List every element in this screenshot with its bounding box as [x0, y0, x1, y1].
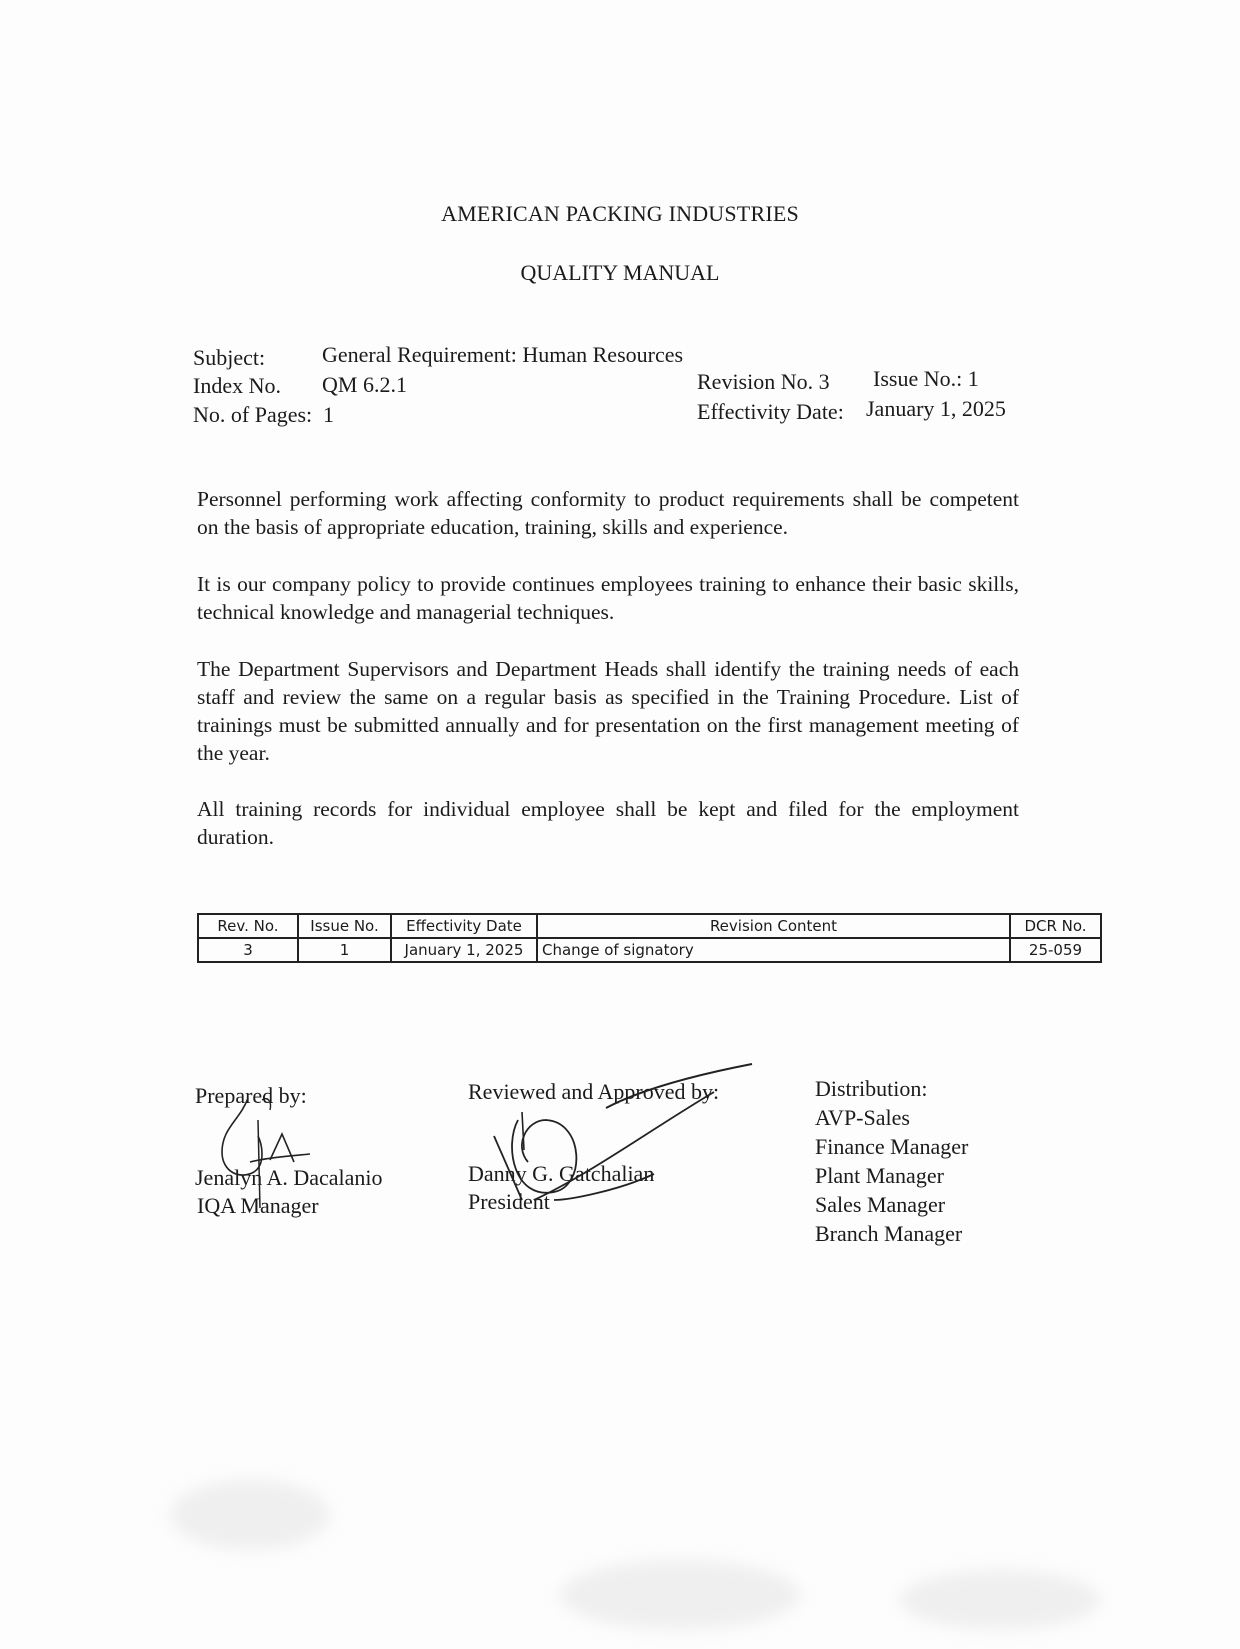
paragraph-training-policy: It is our company policy to provide continues employees training to enhance their basic skills, technical knowledge and managerial techniques.	[197, 572, 1019, 624]
subject-value: General Requirement: Human Resources	[322, 342, 684, 367]
distribution-item: Branch Manager	[815, 1221, 963, 1246]
pages-label: No. of Pages:	[193, 402, 313, 427]
scan-smudge	[900, 1570, 1100, 1630]
column-header: Rev. No.	[198, 914, 298, 938]
table-cell: January 1, 2025	[391, 938, 537, 962]
prepared-by-signature	[210, 1080, 330, 1230]
index-value: QM 6.2.1	[322, 372, 407, 397]
revision-table-header	[198, 914, 1101, 938]
distribution-item: Sales Manager	[815, 1192, 946, 1217]
column-header: Issue No.	[298, 914, 391, 938]
revision-table	[197, 913, 1102, 963]
effectivity-value: January 1, 2025	[866, 396, 1006, 421]
approved-by-title: President	[468, 1189, 550, 1214]
approved-by-label: Reviewed and Approved by:	[468, 1079, 720, 1104]
scan-smudge	[170, 1480, 330, 1550]
approved-by-name: Danny G. Gatchalian	[468, 1161, 655, 1186]
table-cell: 25-059	[1010, 938, 1101, 962]
distribution-label: Distribution:	[815, 1076, 928, 1101]
column-header: Revision Content	[537, 914, 1010, 938]
company-name: AMERICAN PACKING INDUSTRIES	[441, 201, 799, 226]
table-row	[198, 938, 1101, 962]
prepared-by-name: Jenalyn A. Dacalanio	[195, 1165, 383, 1190]
column-header: DCR No.	[1010, 914, 1101, 938]
table-cell: 1	[298, 938, 391, 962]
distribution-item: AVP-Sales	[815, 1105, 910, 1130]
index-label: Index No.	[193, 373, 281, 398]
pages-value: 1	[323, 402, 334, 427]
table-cell: Change of signatory	[537, 938, 1010, 962]
paragraph-competence: Personnel performing work affecting conformity to product requirements shall be competent on the basis of appropriate education, training, skills and experience.	[197, 487, 1019, 539]
approved-by-signature	[470, 1050, 760, 1240]
issue-number: Issue No.: 1	[873, 366, 979, 391]
paragraph-training-needs: The Department Supervisors and Department Heads shall identify the training needs of each staff and review the same on a regular basis as specified in the Training Procedure. List of trainings must be submitted annually and for presentation on the first management meeting of the year.	[197, 657, 1019, 765]
distribution-item: Plant Manager	[815, 1163, 944, 1188]
manual-title: QUALITY MANUAL	[520, 260, 720, 285]
subject-label: Subject:	[193, 345, 266, 370]
column-header: Effectivity Date	[391, 914, 537, 938]
prepared-by-label: Prepared by:	[195, 1083, 307, 1108]
paragraph-training-records: All training records for individual employee shall be kept and filed for the employment duration.	[197, 797, 1019, 849]
table-cell: 3	[198, 938, 298, 962]
effectivity-label: Effectivity Date:	[697, 399, 844, 424]
distribution-item: Finance Manager	[815, 1134, 969, 1159]
prepared-by-title: IQA Manager	[197, 1193, 319, 1218]
scan-smudge	[560, 1560, 800, 1630]
revision-number: Revision No. 3	[697, 369, 830, 394]
